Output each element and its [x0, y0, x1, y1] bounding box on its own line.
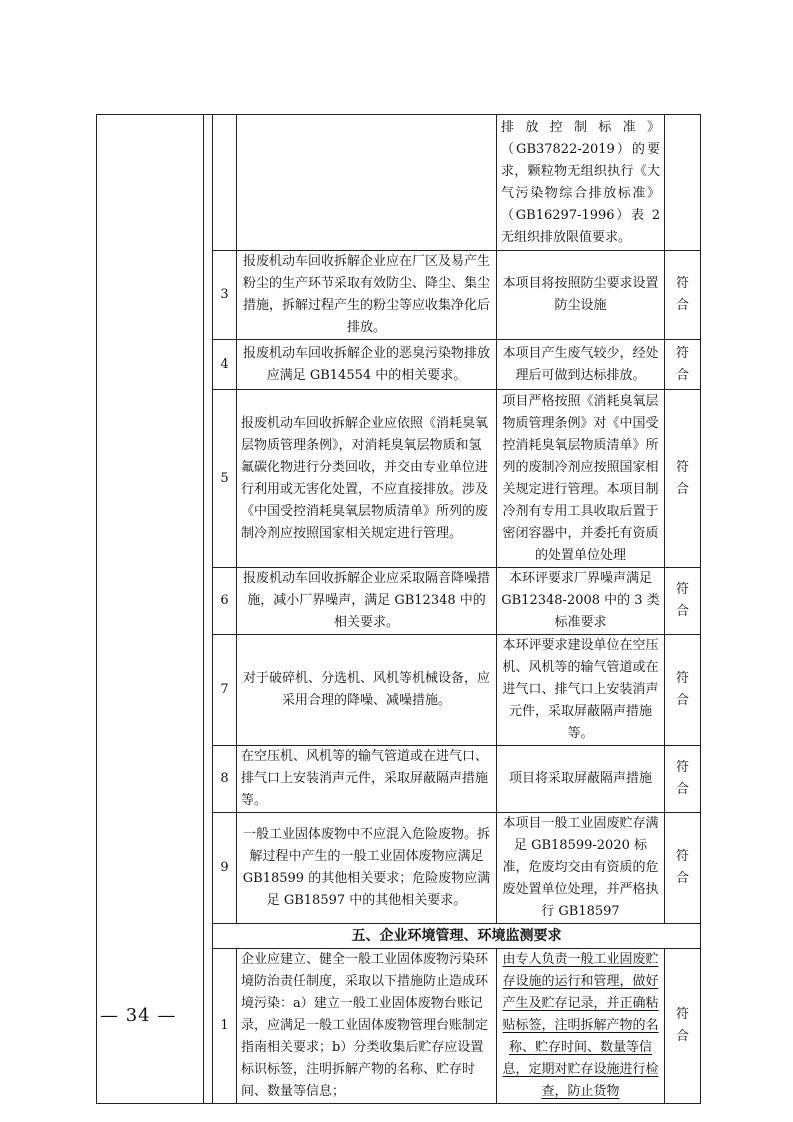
result-cell — [665, 390, 701, 568]
requirement-cell: 一般工业固体废物中不应混入危险废物。拆解过程中产生的一般工业固体废物应满足 GB18599 的其他相关要求；危险废物应满足 GB18597 中的其他相关要求。 — [237, 813, 497, 924]
section-title: 五、企业环境管理、环境监测要求 — [213, 924, 701, 949]
requirement-cell: 对于破碎机、分选机、风机等机械设备，应采用合理的降噪、减噪措施。 — [237, 635, 497, 746]
row-number: 1 — [213, 949, 237, 1104]
requirement-cell: 在空压机、风机等的输气管道或在进气口、排气口上安装消声元件，采取屏蔽隔声措施等。 — [237, 746, 497, 813]
row-number: 5 — [213, 390, 237, 568]
result-text: 符合 — [676, 1007, 690, 1044]
result-text: 符合 — [676, 345, 690, 383]
requirement-cell: 报废机动车回收拆解企业应在厂区及易产生粉尘的生产环节采取有效防尘、降尘、集尘措施，拆解过程产生的粉尘等应收集净化后排放。 — [237, 251, 497, 340]
requirement-cell: 报废机动车回收拆解企业应采取隔音降噪措施，减小厂界噪声，满足 GB12348 中的相关要求。 — [237, 568, 497, 635]
result-cell — [665, 251, 701, 340]
measure-cell: 排 放 控 制 标 准 》（GB37822-2019）的要求，颗粒物无组织执行《大气污染物综合排放标准》（GB16297-1996）表 2 无组织排放限值要求。 — [497, 115, 665, 251]
measure-cell — [497, 949, 665, 1104]
requirement-cell — [237, 115, 497, 251]
row-number: 7 — [213, 635, 237, 746]
page-number: — 34 — — [100, 1005, 177, 1026]
row-number: 8 — [213, 746, 237, 813]
result-cell — [665, 340, 701, 390]
result-cell — [665, 568, 701, 635]
requirement-cell: 报废机动车回收拆解企业应依照《消耗臭氧层物质管理条例》，对消耗臭氧层物质和氢氟碳化物进行分类回收，并交由专业单位进行利用或无害化处置，不应直接排放。涉及《中国受控消耗臭氧层物质清单》所列的废制冷剂应按照国家相关规定进行管理。 — [237, 390, 497, 568]
measure-cell: 本项目一般工业固废贮存满足 GB18599-2020 标准，危废均交由有资质的危废处置单位处理，并严格执行 GB18597 — [497, 813, 665, 924]
result-text: 符合 — [676, 671, 690, 708]
category-cell — [97, 115, 204, 1104]
row-number: 4 — [213, 340, 237, 390]
measure-cell: 本环评要求厂界噪声满足 GB12348-2008 中的 3 类标准要求 — [497, 568, 665, 635]
table-row — [97, 115, 701, 251]
row-number: 3 — [213, 251, 237, 340]
result-text: 符合 — [676, 849, 690, 886]
result-cell — [665, 813, 701, 924]
result-text: 符合 — [676, 582, 690, 619]
measure-cell: 本项目产生废气较少，经处理后可做到达标排放。 — [497, 340, 665, 390]
result-text: 符合 — [676, 760, 690, 797]
measure-cell: 本环评要求建设单位在空压机、风机等的输气管道或在进气口、排气口上安装消声元件，采取屏蔽隔声措施等。 — [497, 635, 665, 746]
measure-cell: 本项目将按照防尘要求设置防尘设施 — [497, 251, 665, 340]
measure-text: 由专人负责一般工业固废贮存设施的运行和管理，做好产生及贮存记录，并正确粘贴标签，注明拆解产物的名称、贮存时间、数量等信息，定期对贮存设施进行检查，防止货物 — [502, 952, 659, 1099]
result-text: 符合 — [676, 459, 690, 497]
measure-cell: 项目将采取屏蔽隔声措施 — [497, 746, 665, 813]
result-cell — [665, 746, 701, 813]
result-cell — [665, 115, 701, 251]
row-number — [213, 115, 237, 251]
row-number: 6 — [213, 568, 237, 635]
measure-cell: 项目严格按照《消耗臭氧层物质管理条例》对《中国受控消耗臭氧层物质清单》所列的废制冷剂应按照国家相关规定进行管理。本项目制冷剂有专用工具收取后置于密闭容器中，并委托有资质的处置单位处理 — [497, 390, 665, 568]
result-cell — [665, 635, 701, 746]
result-cell — [665, 949, 701, 1104]
requirement-cell: 企业应建立、健全一般工业固体废物污染环境防治责任制度，采取以下措施防止造成环境污染：a）建立一般工业固体废物台账记录，应满足一般工业固体废物管理台账制定指南相关要求；b）分类收集后贮存应设置标识标签，注明拆解产物的名称、贮存时间、数量等信息； — [237, 949, 497, 1104]
compliance-table — [96, 114, 701, 1104]
row-number: 9 — [213, 813, 237, 924]
result-text: 符合 — [676, 276, 690, 313]
category-sub-cell — [204, 115, 213, 1104]
requirement-cell: 报废机动车回收拆解企业的恶臭污染物排放应满足 GB14554 中的相关要求。 — [237, 340, 497, 390]
